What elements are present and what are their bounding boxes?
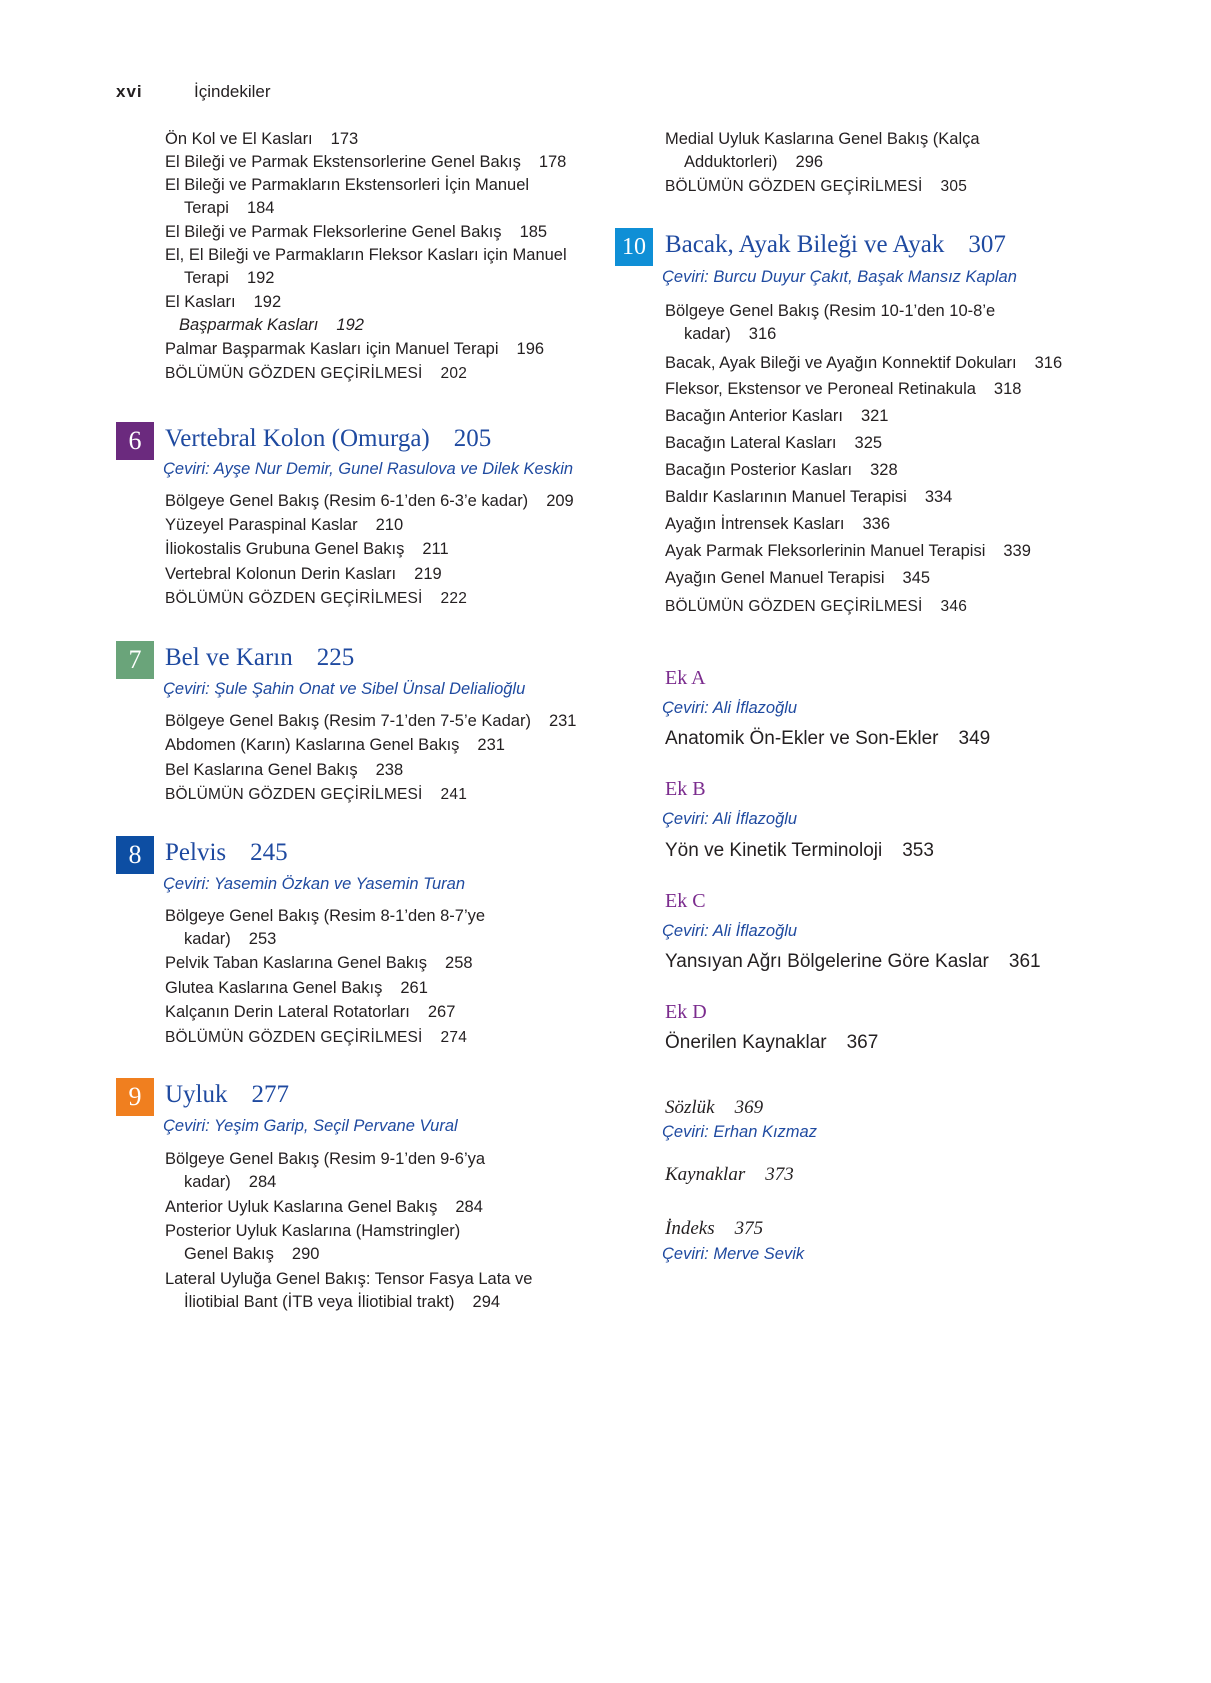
chapter-translator: Çeviri: Yasemin Özkan ve Yasemin Turan [163, 875, 466, 893]
back-matter-entry[interactable]: Kaynaklar 373 [665, 1164, 794, 1185]
toc-entry-continued[interactable]: kadar) 284 [184, 1173, 277, 1191]
appendix-label: Ek A [665, 667, 706, 689]
toc-entry[interactable]: El Kasları 192 [165, 293, 282, 311]
toc-entry[interactable]: Kalçanın Derin Lateral Rotatorları 267 [165, 1003, 456, 1021]
chapter-translator: Çeviri: Ayşe Nur Demir, Gunel Rasulova ve Dilek Keskin [163, 460, 574, 478]
toc-entry[interactable]: Bölgeye Genel Bakış (Resim 8-1’den 8-7’ye [165, 907, 486, 925]
toc-entry[interactable]: Abdomen (Karın) Kaslarına Genel Bakış 231 [165, 736, 505, 754]
toc-entry[interactable]: Posterior Uyluk Kaslarına (Hamstringler) [165, 1222, 461, 1240]
toc-entry[interactable]: Medial Uyluk Kaslarına Genel Bakış (Kalça [665, 130, 980, 148]
appendix-label: Ek C [665, 890, 706, 912]
toc-entry[interactable]: Anterior Uyluk Kaslarına Genel Bakış 284 [165, 1198, 483, 1216]
toc-entry[interactable]: El Bileği ve Parmakların Ekstensorleri İçin Manuel [165, 176, 530, 194]
toc-entry[interactable]: Ön Kol ve El Kasları 173 [165, 130, 359, 148]
chapter-translator: Çeviri: Yeşim Garip, Seçil Pervane Vural [163, 1117, 458, 1135]
chapter-title[interactable]: Bacak, Ayak Bileği ve Ayak 307 [665, 231, 1006, 258]
toc-entry[interactable]: Bölgeye Genel Bakış (Resim 10-1’den 10-8’e [665, 302, 996, 320]
toc-entry[interactable]: Bölgeye Genel Bakış (Resim 7-1’den 7-5’e Kadar) 231 [165, 712, 577, 730]
page-header [116, 82, 271, 102]
chapter-review-entry[interactable]: BÖLÜMÜN GÖZDEN GEÇİRİLMESİ 305 [665, 178, 968, 195]
toc-entry[interactable]: Bölgeye Genel Bakış (Resim 6-1’den 6-3’e kadar) 209 [165, 492, 574, 510]
chapter-number-badge: 6 [116, 422, 154, 460]
back-matter-translator: Çeviri: Merve Sevik [662, 1245, 805, 1263]
chapter-review-entry[interactable]: BÖLÜMÜN GÖZDEN GEÇİRİLMESİ 241 [165, 786, 468, 803]
toc-subentry[interactable]: Başparmak Kasları 192 [179, 316, 364, 334]
toc-entry[interactable]: Bel Kaslarına Genel Bakış 238 [165, 761, 404, 779]
toc-entry[interactable]: Bölgeye Genel Bakış (Resim 9-1’den 9-6’ya [165, 1150, 486, 1168]
appendix-translator: Çeviri: Ali İflazoğlu [662, 810, 798, 828]
chapter-translator: Çeviri: Burcu Duyur Çakıt, Başak Mansız Kaplan [662, 268, 1017, 286]
chapter-number-badge: 7 [116, 641, 154, 679]
appendix-label: Ek B [665, 778, 706, 800]
chapter-review-entry[interactable]: BÖLÜMÜN GÖZDEN GEÇİRİLMESİ 346 [665, 598, 968, 615]
toc-entry-continued[interactable]: Genel Bakış 290 [184, 1245, 320, 1263]
toc-entry[interactable]: El, El Bileği ve Parmakların Fleksor Kasları için Manuel [165, 246, 567, 264]
chapter-review-entry[interactable]: BÖLÜMÜN GÖZDEN GEÇİRİLMESİ 202 [165, 365, 468, 382]
toc-entry[interactable]: İliokostalis Grubuna Genel Bakış 211 [165, 540, 449, 558]
page-title: İçindekiler [194, 82, 271, 101]
toc-entry[interactable]: El Bileği ve Parmak Ekstensorlerine Genel Bakış 178 [165, 153, 567, 171]
toc-entry[interactable]: Lateral Uyluğa Genel Bakış: Tensor Fasya Lata ve [165, 1270, 533, 1288]
appendix-translator: Çeviri: Ali İflazoğlu [662, 699, 798, 717]
chapter-title[interactable]: Pelvis 245 [165, 839, 288, 866]
toc-entry[interactable]: Bacağın Lateral Kasları 325 [665, 434, 883, 452]
chapter-number-badge: 8 [116, 836, 154, 874]
back-matter-entry[interactable]: İndeks 375 [665, 1218, 764, 1239]
chapter-title[interactable]: Uyluk 277 [165, 1081, 289, 1108]
toc-entry-continued[interactable]: kadar) 316 [684, 325, 777, 343]
toc-entry-continued[interactable]: Adduktorleri) 296 [684, 153, 824, 171]
appendix-entry[interactable]: Anatomik Ön-Ekler ve Son-Ekler 349 [665, 728, 991, 749]
chapter-translator: Çeviri: Şule Şahin Onat ve Sibel Ünsal Delialioğlu [163, 680, 526, 698]
toc-entry[interactable]: Fleksor, Ekstensor ve Peroneal Retinakula 318 [665, 380, 1022, 398]
appendix-entry[interactable]: Yön ve Kinetik Terminoloji 353 [665, 840, 934, 861]
toc-entry[interactable]: Pelvik Taban Kaslarına Genel Bakış 258 [165, 954, 473, 972]
toc-entry[interactable]: Palmar Başparmak Kasları için Manuel Terapi 196 [165, 340, 545, 358]
chapter-review-entry[interactable]: BÖLÜMÜN GÖZDEN GEÇİRİLMESİ 222 [165, 590, 468, 607]
toc-entry-continued[interactable]: Terapi 184 [184, 199, 275, 217]
toc-entry-continued[interactable]: Terapi 192 [184, 269, 275, 287]
appendix-entry[interactable]: Önerilen Kaynaklar 367 [665, 1032, 879, 1053]
toc-entry[interactable]: Baldır Kaslarının Manuel Terapisi 334 [665, 488, 953, 506]
toc-entry[interactable]: Bacak, Ayak Bileği ve Ayağın Konnektif Dokuları 316 [665, 354, 1063, 372]
toc-entry[interactable]: Ayak Parmak Fleksorlerinin Manuel Terapisi 339 [665, 542, 1031, 560]
toc-entry[interactable]: Bacağın Anterior Kasları 321 [665, 407, 889, 425]
appendix-entry[interactable]: Yansıyan Ağrı Bölgelerine Göre Kaslar 361 [665, 951, 1041, 972]
toc-entry[interactable]: Bacağın Posterior Kasları 328 [665, 461, 898, 479]
chapter-title[interactable]: Vertebral Kolon (Omurga) 205 [165, 425, 492, 452]
toc-entry-continued[interactable]: İliotibial Bant (İTB veya İliotibial trakt) 294 [184, 1293, 501, 1311]
back-matter-translator: Çeviri: Erhan Kızmaz [662, 1123, 817, 1141]
chapter-title[interactable]: Bel ve Karın 225 [165, 644, 355, 671]
toc-entry-continued[interactable]: kadar) 253 [184, 930, 277, 948]
toc-entry[interactable]: El Bileği ve Parmak Fleksorlerine Genel Bakış 185 [165, 223, 548, 241]
chapter-review-entry[interactable]: BÖLÜMÜN GÖZDEN GEÇİRİLMESİ 274 [165, 1029, 468, 1046]
chapter-number-badge: 9 [116, 1078, 154, 1116]
toc-entry[interactable]: Vertebral Kolonun Derin Kasları 219 [165, 565, 442, 583]
page-number: xvi [116, 82, 143, 101]
appendix-translator: Çeviri: Ali İflazoğlu [662, 922, 798, 940]
appendix-label: Ek D [665, 1001, 707, 1023]
toc-entry[interactable]: Ayağın İntrensek Kasları 336 [665, 515, 890, 533]
toc-entry[interactable]: Ayağın Genel Manuel Terapisi 345 [665, 569, 931, 587]
toc-entry[interactable]: Glutea Kaslarına Genel Bakış 261 [165, 979, 428, 997]
back-matter-entry[interactable]: Sözlük 369 [665, 1097, 764, 1118]
chapter-number-badge: 10 [615, 228, 653, 266]
toc-entry[interactable]: Yüzeyel Paraspinal Kaslar 210 [165, 516, 404, 534]
